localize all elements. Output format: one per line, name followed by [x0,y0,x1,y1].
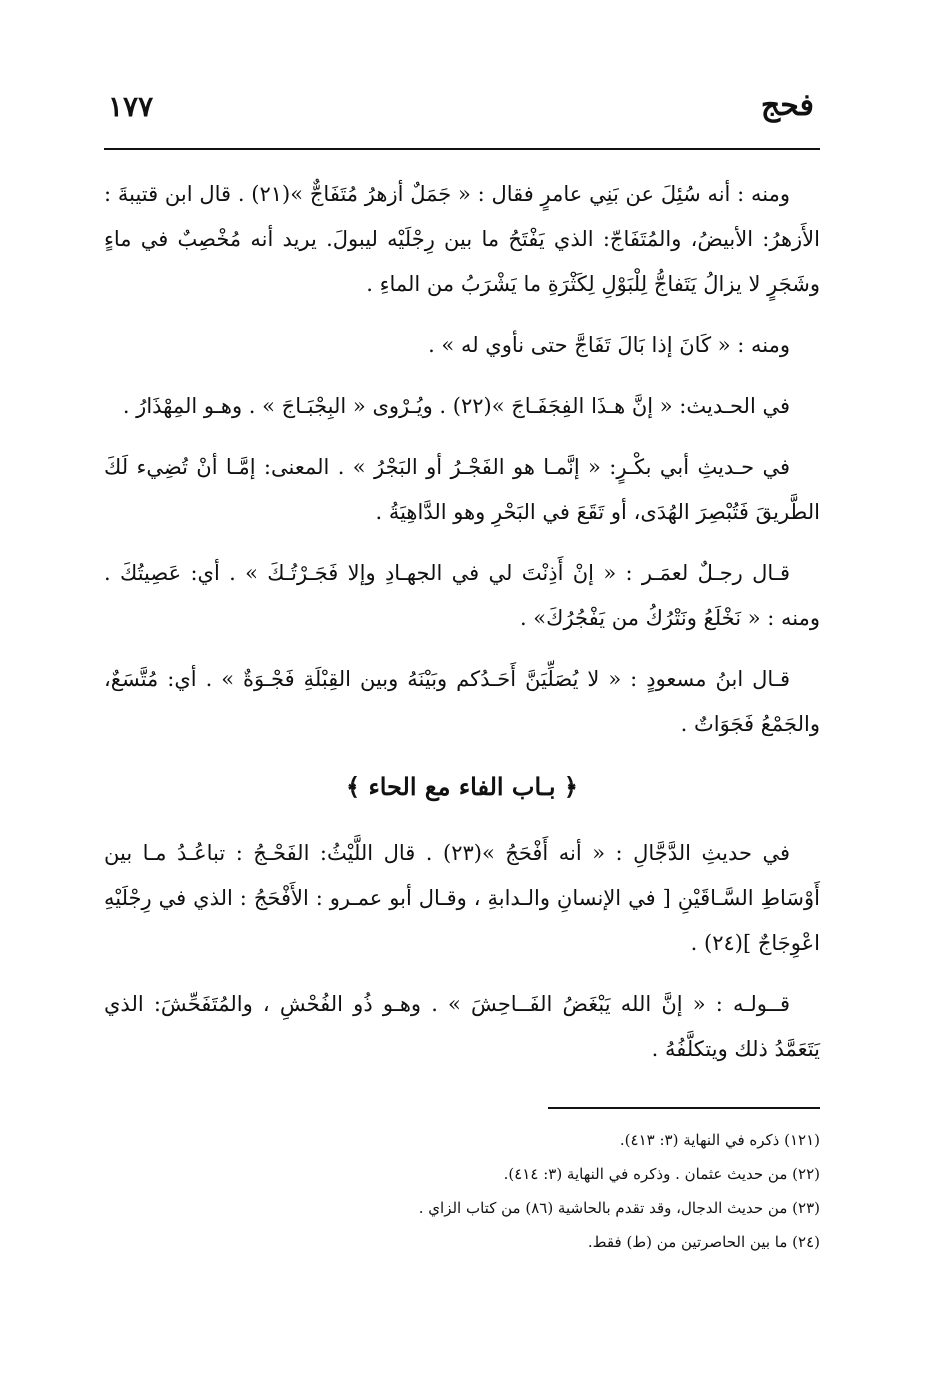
paragraph: في حديثِ الدَّجَّالِ : « أنه أَفْحَجُ »(٢٣) . قال اللَّيْثُ: الفَحْـجُ : تباعُـدُ مـا بين أَوْسَاطِ السَّـاقَيْنِ [ في الإنسانِ والـدابةِ ، وقـال أبو عمـرو : الأَفْحَجُ : الذي في رِجْلَيْهِ اعْوِجَاجٌ ](٢٤) . [104,841,820,955]
paragraph: قـال ابنُ مسعودٍ : « لا يُصَلِّيَنَّ أَحَـدُكم وبَيْنَهُ وبين القِبْلَةِ فَجْـوَةٌ » . أي: مُتَّسَعٌ، والجَمْعُ فَجَوَاتٌ . [104,667,820,736]
paragraph: ومنه : « كَانَ إذا بَالَ تَفَاجَّ حتى نأوي له » . [428,333,790,357]
main-text [104,172,820,1088]
footnote: (٢٣) من حديث الدجال، وقد تقدم بالحاشية (٨٦) من كتاب الزاي . [418,1199,820,1217]
footnote: (٢٢) من حديث عثمان . وذكره في النهاية (٣: ٤١٤). [503,1165,820,1183]
footnote: (٢٤) ما بين الحاصرتين من (ط) فقط. [587,1233,820,1251]
paragraph: في حـديثِ أبي بكْـرٍ: « إنَّمـا هو الفَجْـرُ أو البَجْرُ » . المعنى: إمَّـا أنْ تُضِيء لَكَ الطَّريقَ فَتُبْصِرَ الهُدَى، أو تَقَعَ في البَحْرِ وهو الدَّاهِيَةُ . [104,455,820,524]
footnote-divider [548,1107,820,1109]
paragraph: في الحـديث: « إنَّ هـذَا الفِجَفَـاجَ »(٢٢) . ويُـرْوى « البِجْبَـاجَ » . وهـو المِهْذَارُ . [122,394,790,418]
header-divider [104,148,820,150]
footnote: (١٢١) ذكره في النهاية (٣: ٤١٣). [619,1131,820,1149]
header-root-word: فحج [760,88,814,123]
paragraph: قــولـه : « إنَّ الله يَبْغَضُ الفَــاحِشَ » . وهـو ذُو الفُحْشِ ، والمُتَفَحِّشَ: الذي يَتَعَمَّدُ ذلك ويتكلَّفُهُ . [104,992,820,1061]
section-heading: ﴿ بـاب الفاء مع الحاء ﴾ [346,772,578,801]
paragraph: ومنه : أنه سُئِلَ عن بَنِي عامرٍ فقال : « جَمَلٌ أزهرُ مُتَفَاجٌّ »(٢١) . قال ابن قتيبةَ : الأَزهرُ: الأبيضُ، والمُتَفَاجّ: الذي يَفْتَحُ ما بين رِجْلَيْه ليبولَ. يريد أنه مُخْصِبٌ في ماءٍ وشَجَرٍ لا يزالُ يَتَفاجُّ لِلْبَوْلِ لِكَثْرَةِ ما يَشْرَبُ من الماءِ . [104,182,820,296]
paragraph: قـال رجـلٌ لعمَـر : « إنْ أَذِنْتَ لي في الجهـادِ وإلا فَجَـرْتُـكَ » . أي: عَصِيتُكَ . ومنه : « نَخْلَعُ ونَتْرُكُ من يَفْجُرُكَ» . [104,561,820,630]
page-number: ١٧٧ [108,90,154,123]
footnotes [104,1123,820,1259]
